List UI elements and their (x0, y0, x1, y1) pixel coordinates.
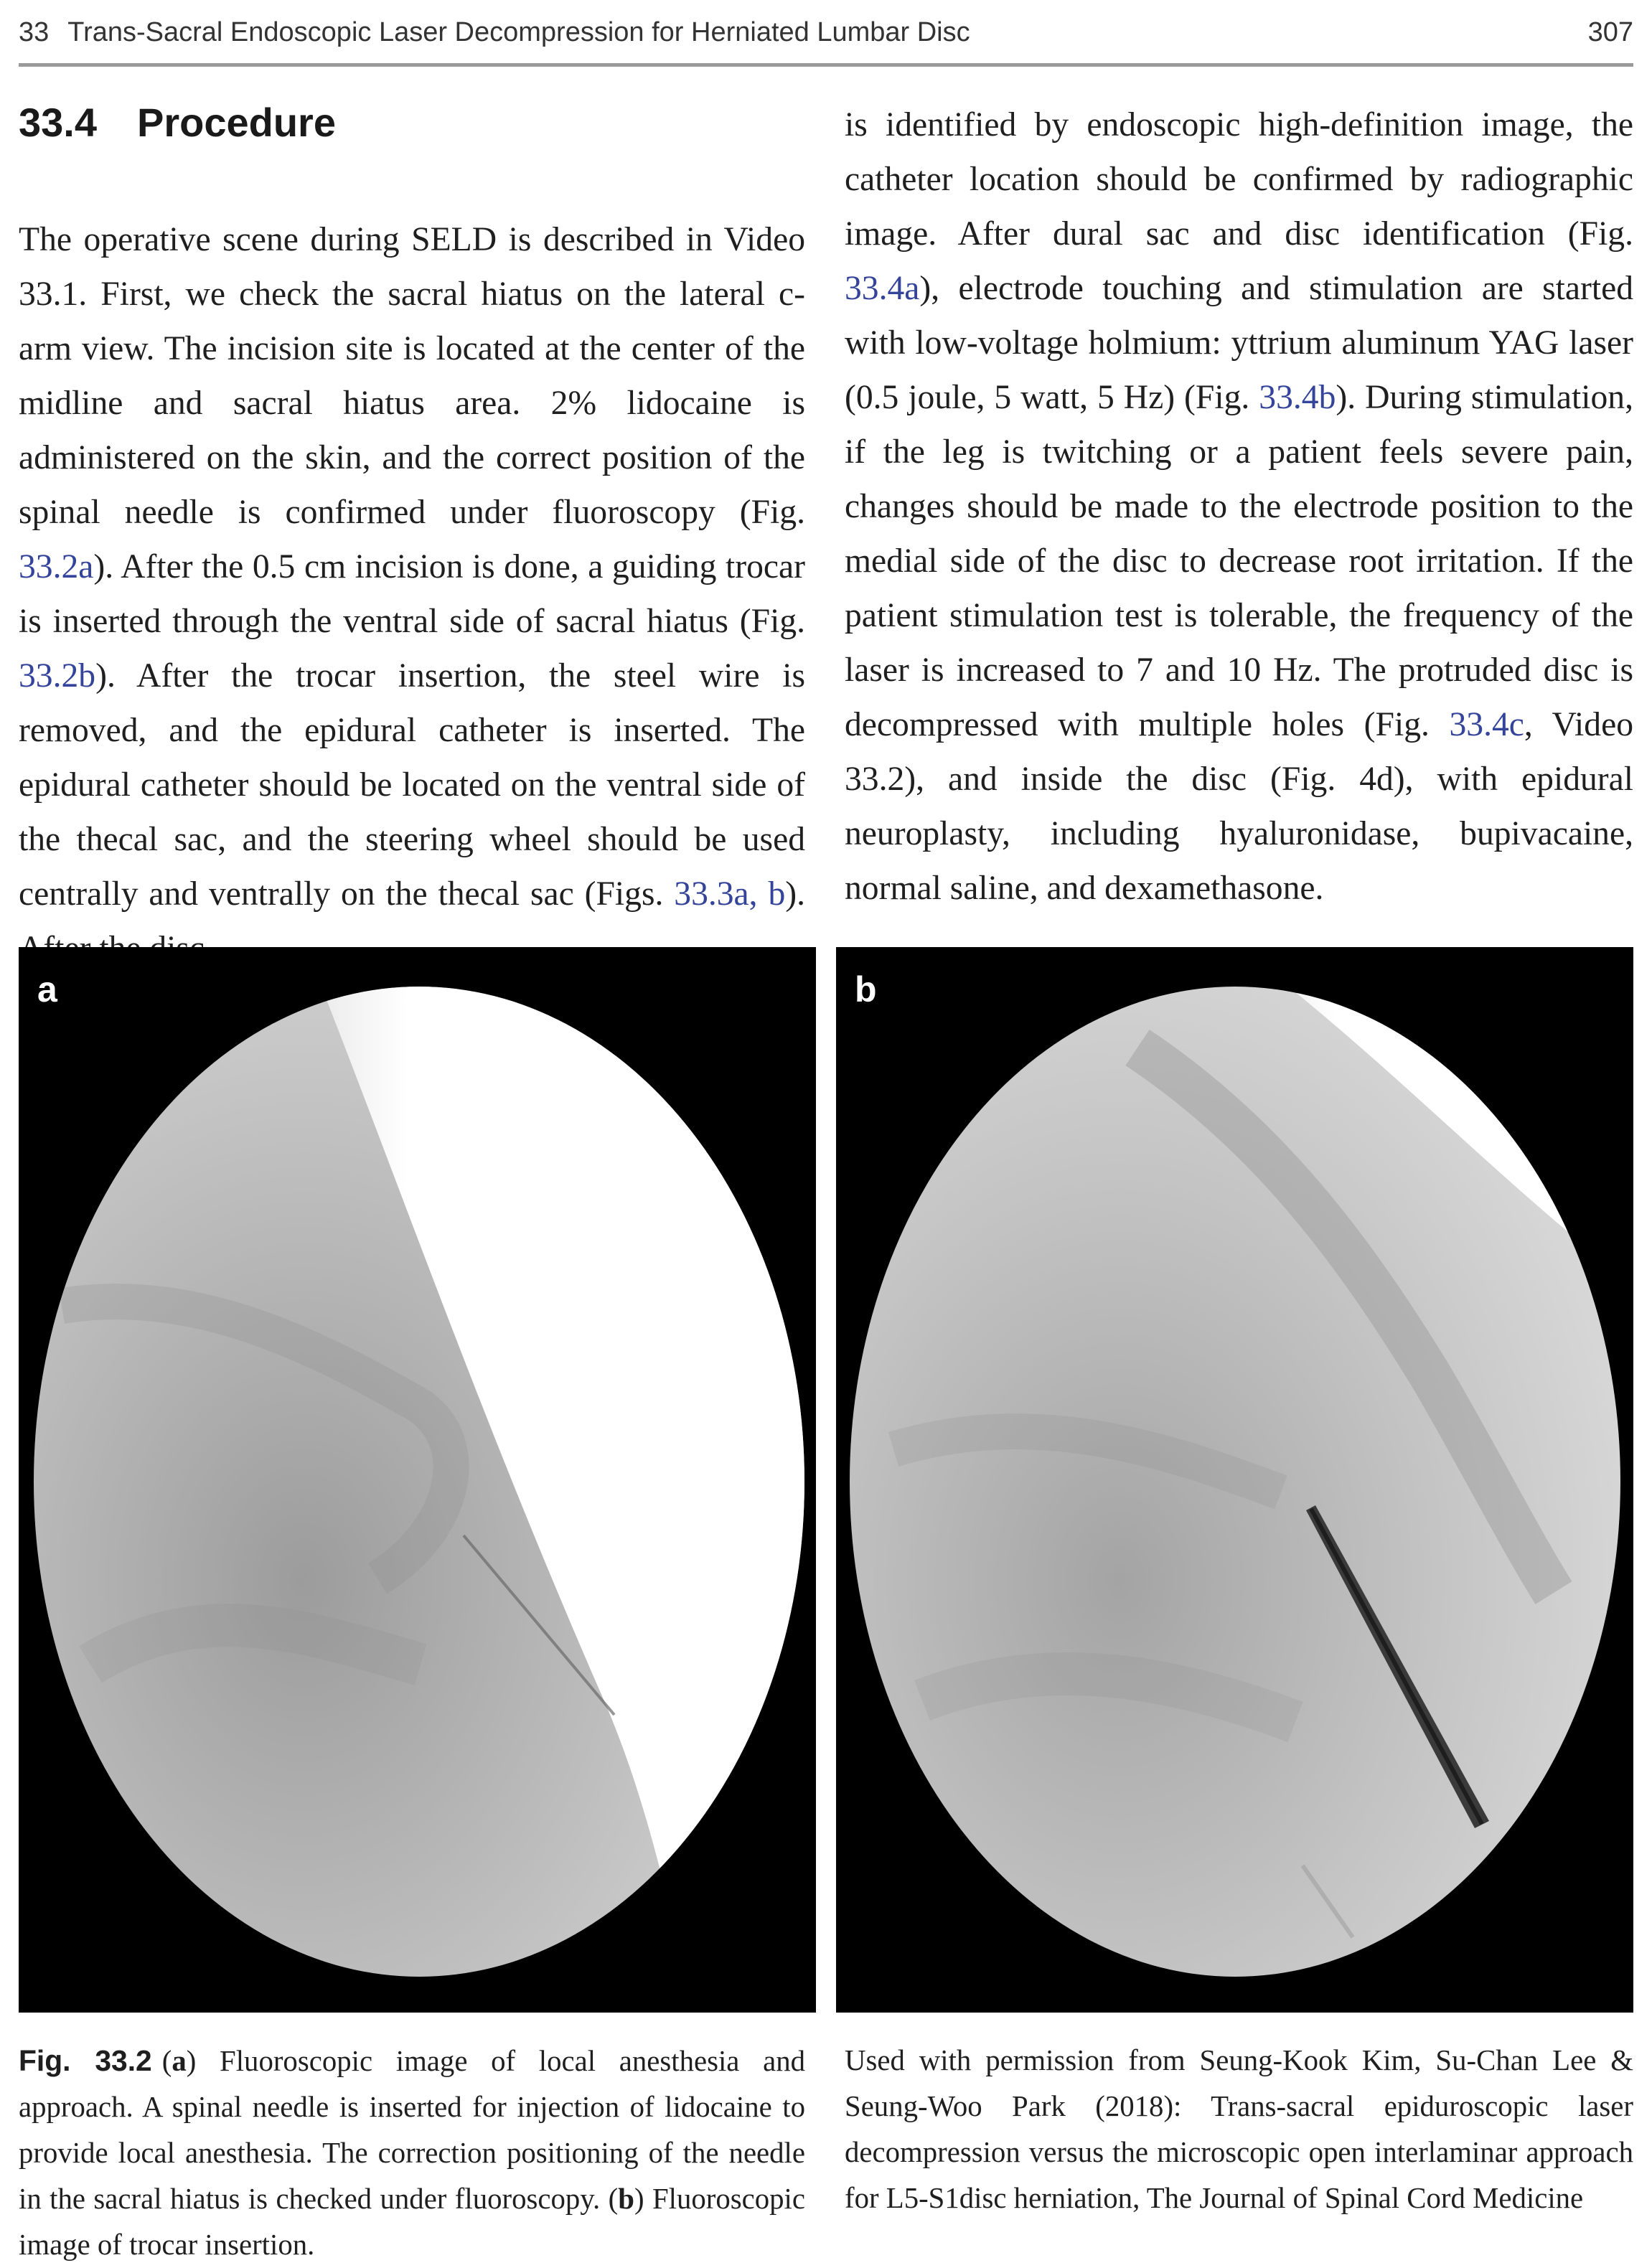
figure-link[interactable]: 33.4a (845, 270, 920, 307)
caption-run: ( (161, 2045, 172, 2077)
figure-link[interactable]: 33.2b (19, 657, 96, 695)
figure-label: Fig. 33.2 (19, 2044, 152, 2077)
text-run: is identified by endoscopic high-definition image, the catheter location should be confirmed by radiographic image. After dural sac and disc identification (Fig. (845, 106, 1633, 253)
figure-caption (19, 2038, 805, 2268)
text-run: The operative scene during SELD is described in Video 33.1. First, we check the sacral hiatus on the lateral c-arm view. The incision site is located at the center of the midline and sacral hiatus area. 2% lidocaine is administered on the skin, and the correct position of the spinal needle is confirmed under fluoroscopy (Fig. (19, 221, 805, 531)
section-title: Procedure (137, 100, 336, 145)
text-run: ). (785, 875, 806, 913)
chapter-number: 33 (19, 17, 50, 47)
page-number: 307 (1587, 17, 1633, 47)
text-run: ). After the 0.5 cm incision is done, a guiding trocar is inserted through the ventral side of sacral hiatus (Fig. (19, 548, 805, 640)
right-column-text (845, 98, 1633, 916)
panel-label-a: a (37, 969, 57, 1010)
section-heading (19, 99, 808, 146)
chapter-title: Trans-Sacral Endoscopic Laser Decompression for Herniated Lumbar Disc (67, 17, 970, 47)
figure-panel-a (19, 947, 816, 2013)
figure-link[interactable]: 33.4c (1449, 706, 1524, 743)
left-column-text (19, 212, 805, 976)
running-header (19, 6, 1633, 59)
figure-link[interactable]: 33.2a (19, 548, 94, 585)
header-rule (19, 63, 1633, 67)
figure-panel-b (836, 947, 1633, 2013)
figure-link[interactable]: 33.3a, b (674, 875, 786, 913)
caption-panel-ref: a (172, 2045, 187, 2077)
text-run: , Video 33.2), and inside the disc (Fig. 4d), with epidural neuroplasty, including hyaluronidase, bupivacaine, normal saline, and dexamethasone. (845, 706, 1633, 907)
fluoroscopic-image-b (836, 947, 1633, 2013)
text-run: ). During stimulation, if the leg is twitching or a patient feels severe pain, changes should be made to the electrode position to the medial side of the disc to decrease root irritation. If the patient stimulation test is tolerable, the frequency of the laser is increased to 7 and 10 Hz. The protruded disc is decompressed with multiple holes (Fig. (845, 379, 1633, 743)
caption-run: ) Fluoroscopic image of trocar insertion. (19, 2183, 805, 2261)
fluoroscopic-image-a (19, 947, 816, 2013)
figure-credit: Used with permission from Seung-Kook Kim, Su-Chan Lee & Seung-Woo Park (2018): Trans-sacral epiduroscopic laser decompression versus the microscopic open interlaminar approach for L5-S1disc herniation, The Journal of Spinal Cord Medicine (845, 2044, 1633, 2214)
caption-run: ) Fluoroscopic image of local anesthesia and approach. A spinal needle is inserted for injection of lidocaine to provide local anesthesia. The correction positioning of the needle in the sacral hiatus is checked under fluoroscopy. ( (19, 2045, 806, 2215)
text-run: ). After the trocar insertion, the steel wire is removed, and the epidural catheter is inserted. The epidural catheter should be located on the ventral side of the thecal sac, and the steering wheel should be used centrally and ventrally on the thecal sac (Figs. (19, 657, 805, 913)
text-run: ), electrode touching and stimulation are started with low-voltage holmium: yttrium aluminum YAG laser (0.5 joule, 5 watt, 5 Hz) (Fig. (845, 270, 1633, 416)
panel-label-b: b (855, 969, 877, 1010)
caption-panel-ref: b (618, 2183, 634, 2215)
figure-link[interactable]: 33.4b (1259, 379, 1336, 416)
section-number: 33.4 (19, 100, 97, 145)
